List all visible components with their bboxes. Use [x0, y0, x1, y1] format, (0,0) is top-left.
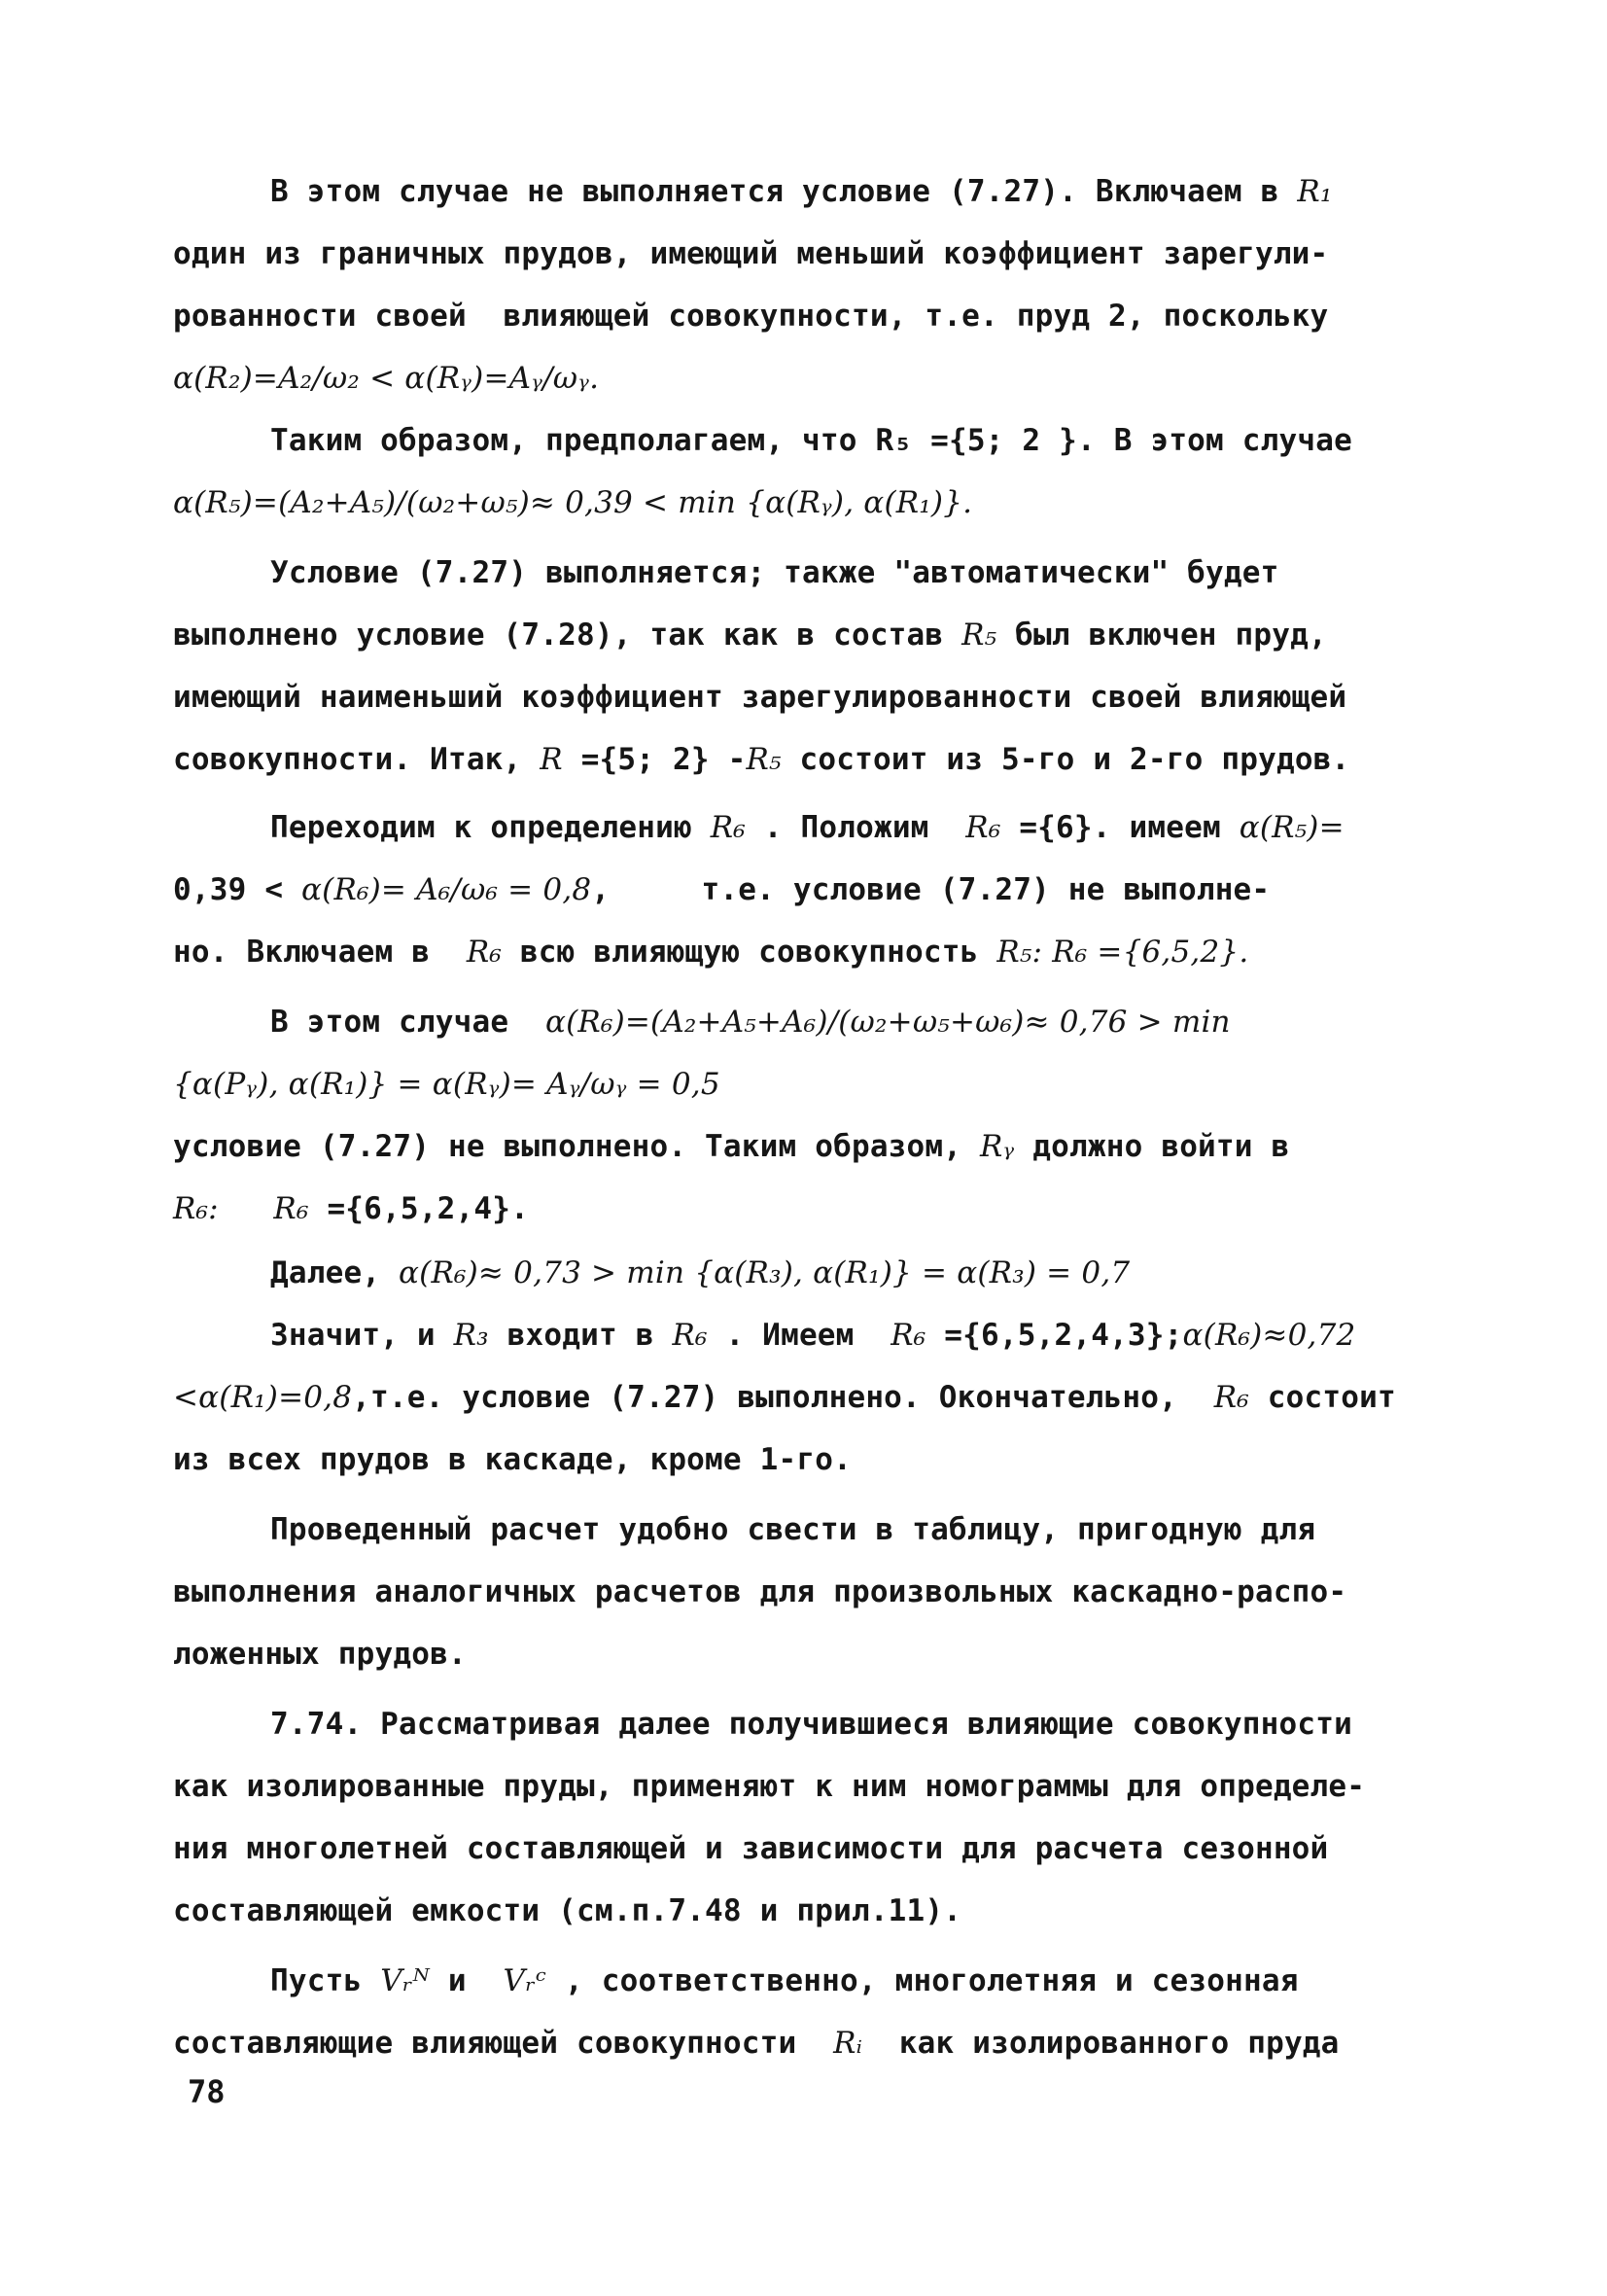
handwritten-formula: α(R₅)=(A₂+A₅)/(ω₂+ω₅)≈ 0,39 < min {α(Rᵧ), α(R₁)}. [173, 485, 973, 520]
text-segment: ={6,5,2,4}. [308, 1191, 529, 1226]
text-segment: Пусть [270, 1963, 381, 1998]
handwritten-formula: α(R₆)= A₆/ω₆ = 0,8 [301, 872, 592, 907]
text-segment: имеющий наименьший коэффициент зарегулированности своей влияющей [173, 680, 1347, 715]
text-segment: составляющие влияющей совокупности [173, 2026, 834, 2061]
text-segment: но. Включаем в [173, 935, 467, 970]
text-segment: . Имеем [707, 1318, 891, 1353]
handwritten-formula: R₅ [746, 742, 782, 777]
text-line [0, 795, 1607, 860]
text-line [0, 541, 1607, 605]
text-segment: Таким образом, предполагаем, что R₅ ={5; 2 }. В этом случае [270, 423, 1352, 458]
text-segment: как изолированного пруда [862, 2026, 1340, 2061]
handwritten-formula: R [540, 742, 563, 777]
text-line [0, 1303, 1607, 1367]
text-segment: входит в [488, 1318, 673, 1353]
text-segment: ложенных прудов. [173, 1637, 467, 1672]
text-line [0, 1428, 1607, 1492]
handwritten-formula: Rᵢ [833, 2026, 863, 2061]
handwritten-formula: <α(R₁)=0,8 [173, 1380, 353, 1415]
handwritten-formula: R₃ [453, 1318, 489, 1353]
handwritten-formula: α(R₂)=A₂/ω₂ < α(Rᵧ)=Aᵧ/ωᵧ. [173, 361, 600, 396]
text-line [0, 1622, 1607, 1686]
handwritten-formula: R₅ [961, 618, 997, 653]
handwritten-formula: R₆ [466, 935, 502, 970]
text-segment: В этом случае не выполняется условие (7.27). Включаем в [270, 174, 1298, 209]
text-segment: должно войти в [1014, 1129, 1290, 1164]
text-segment: , т.е. условие (7.27) не выполне- [591, 872, 1271, 907]
handwritten-formula: R₆ [273, 1191, 309, 1226]
text-line [0, 1177, 1607, 1241]
text-segment: состоит из 5-го и 2-го прудов. [781, 742, 1350, 777]
text-segment: ={6}. имеем [1000, 810, 1240, 845]
handwritten-formula: R₁ [1297, 174, 1333, 209]
text-segment: Значит, и [270, 1318, 454, 1353]
text-segment: 7.74. Рассматривая далее получившиеся влияющие совокупности [270, 1707, 1352, 1742]
text-line [0, 1498, 1607, 1562]
text-line [0, 665, 1607, 729]
text-segment: Проведенный расчет удобно свести в таблицу, пригодную для [270, 1512, 1316, 1547]
text-segment: Условие (7.27) выполняется; также "автоматически" будет [270, 555, 1279, 590]
text-line [0, 1241, 1607, 1305]
text-line [0, 990, 1607, 1054]
text-line [0, 471, 1607, 535]
text-segment: условие (7.27) не выполнено. Таким образом, [173, 1129, 980, 1164]
text-segment: ={6,5,2,4,3}; [926, 1318, 1183, 1353]
page-number: 78 [188, 2073, 226, 2110]
text-segment: рованности своей влияющей совокупности, т.е. пруд 2, поскольку [173, 299, 1329, 334]
handwritten-formula: R₆ [891, 1318, 926, 1353]
handwritten-formula: R₆ [710, 810, 746, 845]
handwritten-formula: R₅: R₆ ={6,5,2}. [996, 935, 1249, 970]
text-line [0, 1365, 1607, 1430]
text-segment: и [430, 1963, 504, 1998]
handwritten-formula: α(R₆)=(A₂+A₅+A₆)/(ω₂+ω₅+ω₆)≈ 0,76 > min [544, 1005, 1231, 1040]
text-line [0, 1560, 1607, 1624]
text-segment: совокупности. Итак, [173, 742, 541, 777]
text-line [0, 2011, 1607, 2075]
handwritten-formula: Vᵣᴺ [380, 1963, 431, 1998]
text-segment: В этом случае [270, 1005, 545, 1040]
text-segment: Переходим к определению [270, 810, 711, 845]
handwritten-formula: R₆: [173, 1191, 219, 1226]
text-line [0, 1692, 1607, 1756]
text-segment: выполнено условие (7.28), так как в состав [173, 618, 962, 653]
text-segment: выполнения аналогичных расчетов для произвольных каскадно-распо- [173, 1574, 1347, 1609]
text-segment: , соответственно, многолетняя и сезонная [546, 1963, 1299, 1998]
text-line [0, 408, 1607, 473]
text-line [0, 920, 1607, 984]
text-segment [219, 1191, 274, 1226]
handwritten-formula: Vᵣᶜ [503, 1963, 547, 1998]
handwritten-formula: R₆ [1213, 1380, 1249, 1415]
text-line [0, 1114, 1607, 1179]
text-line [0, 346, 1607, 410]
handwritten-formula: R₆ [672, 1318, 708, 1353]
handwritten-formula: Rᵧ [980, 1129, 1015, 1164]
text-segment: ={5; 2} - [562, 742, 747, 777]
text-segment: составляющей емкости (см.п.7.48 и прил.11). [173, 1893, 962, 1928]
text-segment: 0,39 < [173, 872, 302, 907]
handwritten-formula: {α(Pᵧ), α(R₁)} = α(Rᵧ)= Aᵧ/ωᵧ = 0,5 [173, 1067, 720, 1102]
text-segment: был включен пруд, [996, 618, 1327, 653]
handwritten-formula: R₆ [965, 810, 1001, 845]
text-line [0, 284, 1607, 348]
text-line [0, 727, 1607, 792]
text-segment: из всех прудов в каскаде, кроме 1-го. [173, 1442, 852, 1477]
text-segment: ния многолетней составляющей и зависимости для расчета сезонной [173, 1831, 1329, 1866]
text-line [0, 1052, 1607, 1116]
text-line [0, 159, 1607, 224]
text-segment: всю влияющую совокупность [502, 935, 997, 970]
text-line [0, 1817, 1607, 1881]
text-segment: . Положим [745, 810, 966, 845]
text-segment: один из граничных прудов, имеющий меньший коэффициент зарегули- [173, 236, 1329, 271]
handwritten-formula: α(R₅)= [1239, 810, 1345, 845]
text-line [0, 1754, 1607, 1819]
text-line [0, 603, 1607, 667]
handwritten-formula: α(R₆)≈0,72 [1182, 1318, 1356, 1353]
text-segment: как изолированные пруды, применяют к ним номограммы для определе- [173, 1769, 1366, 1804]
text-line [0, 1879, 1607, 1943]
text-line [0, 1949, 1607, 2013]
text-segment: Далее, [270, 1255, 400, 1290]
text-segment: ,т.е. условие (7.27) выполнено. Окончательно, [352, 1380, 1214, 1415]
text-segment: состоит [1248, 1380, 1396, 1415]
handwritten-formula: α(R₆)≈ 0,73 > min {α(R₃), α(R₁)} = α(R₃) = 0,7 [399, 1255, 1131, 1290]
text-line [0, 858, 1607, 922]
text-line [0, 222, 1607, 286]
